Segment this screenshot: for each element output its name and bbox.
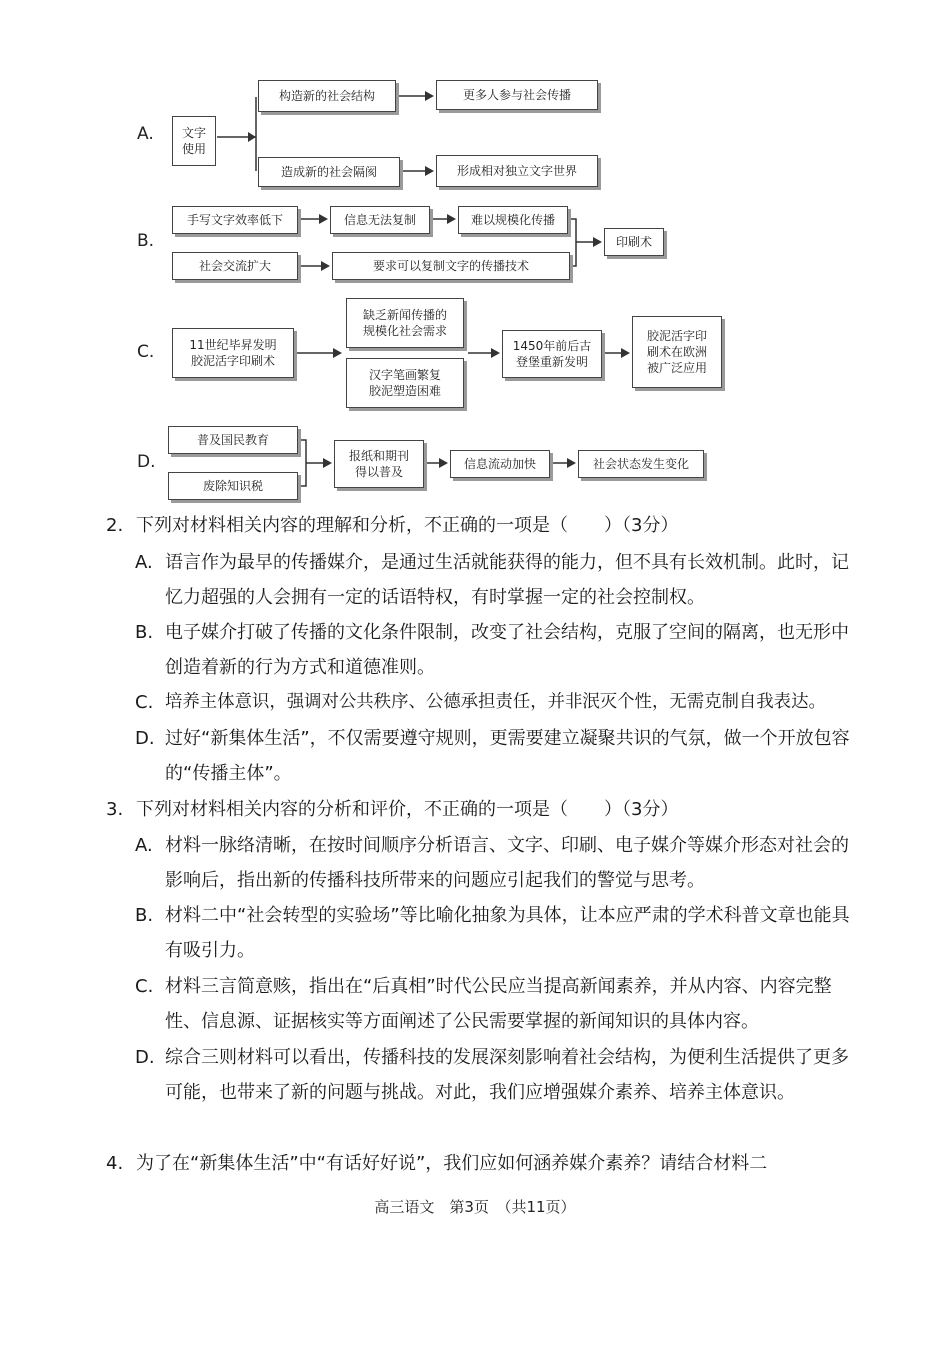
diagram-c-mid-top: 缺乏新闻传播的 规模化社会需求 (346, 298, 464, 348)
q2-option-c[interactable] (135, 685, 855, 720)
diagram-a-top-mid: 构造新的社会结构 (258, 80, 396, 112)
diagram-d-end: 社会状态发生变化 (578, 450, 704, 478)
question-number: 3. (106, 799, 124, 820)
q2-option-b[interactable] (135, 615, 855, 685)
diagram-b-r1-c: 难以规模化传播 (458, 206, 568, 234)
q3-option-b[interactable] (135, 898, 855, 968)
diagram-b-letter[interactable]: B. (137, 231, 155, 251)
diagram-c-start: 11世纪毕昇发明 胶泥活字印刷术 (172, 328, 294, 378)
option-letter: A. (135, 835, 153, 856)
q2-option-d[interactable] (135, 721, 855, 791)
question-stem: 为了在“新集体生活”中“有话好好说”，我们应如何涵养媒介素养？请结合材料二 (136, 1153, 768, 1174)
diagram-d-top: 普及国民教育 (168, 426, 298, 454)
diagram-a-root: 文字 使用 (172, 116, 216, 166)
q3-option-c[interactable] (135, 969, 855, 1039)
diagram-d-mid: 报纸和期刊 得以普及 (334, 440, 424, 488)
diagram-d-next: 信息流动加快 (450, 450, 550, 478)
option-letter: C. (135, 976, 154, 997)
diagram-b-r1-a: 手写文字效率低下 (172, 206, 298, 234)
diagram-c-mid-bottom: 汉字笔画繁复 胶泥塑造困难 (346, 358, 464, 408)
diagram-c-next: 1450年前后古 登堡重新发明 (502, 330, 602, 378)
diagram-c-letter[interactable]: C. (137, 342, 155, 362)
option-text: 语言作为最早的传播媒介，是通过生活就能获得的能力，但不具有长效机制。此时，记忆力超强的人会拥有一定的话语特权，有时掌握一定的社会控制权。 (165, 552, 849, 608)
option-text: 过好“新集体生活”，不仅需要遵守规则，更需要建立凝聚共识的气氛，做一个开放包容的“传播主体”。 (165, 728, 850, 784)
page-footer: 高三语文 第3页 （共11页） (374, 1198, 576, 1216)
diagram-c-end: 胶泥活字印 刷术在欧洲 被广泛应用 (632, 316, 722, 388)
question-stem: 下列对材料相关内容的理解和分析，不正确的一项是（ ）（3分） (136, 515, 679, 536)
option-letter: A. (135, 552, 153, 573)
option-letter: D. (135, 728, 155, 749)
diagram-b-r2-b: 要求可以复制文字的传播技术 (332, 252, 570, 280)
diagram-a-letter[interactable]: A. (137, 124, 154, 144)
option-text: 培养主体意识，强调对公共秩序、公德承担责任，并非泯灭个性，无需克制自我表达。 (165, 692, 826, 712)
option-letter: D. (135, 1047, 155, 1068)
option-text: 材料三言简意赅，指出在“后真相”时代公民应当提高新闻素养，并从内容、内容完整性、信息源、证据核实等方面阐述了公民需要掌握的新闻知识的具体内容。 (165, 976, 832, 1032)
question-stem: 下列对材料相关内容的分析和评价，不正确的一项是（ ）（3分） (136, 799, 679, 820)
diagram-b-r2-a: 社会交流扩大 (172, 252, 298, 280)
option-text: 材料一脉络清晰，在按时间顺序分析语言、文字、印刷、电子媒介等媒介形态对社会的影响后，指出新的传播科技所带来的问题应引起我们的警觉与思考。 (165, 835, 849, 891)
option-text: 电子媒介打破了传播的文化条件限制，改变了社会结构，克服了空间的隔离，也无形中创造着新的行为方式和道德准则。 (165, 622, 849, 678)
diagram-a-bottom-mid: 造成新的社会隔阂 (258, 157, 400, 187)
option-letter: C. (135, 692, 154, 713)
diagram-a-top-end: 更多人参与社会传播 (436, 80, 598, 110)
diagram-d-letter[interactable]: D. (137, 452, 156, 472)
q3-option-d[interactable] (135, 1040, 855, 1110)
option-text: 材料二中“社会转型的实验场”等比喻化抽象为具体，让本应严肃的学术科普文章也能具有吸引力。 (165, 905, 850, 961)
question-number: 2. (106, 515, 124, 536)
question-number: 4. (106, 1153, 124, 1174)
option-text: 综合三则材料可以看出，传播科技的发展深刻影响着社会结构，为便利生活提供了更多可能，也带来了新的问题与挑战。对此，我们应增强媒介素养、培养主体意识。 (165, 1047, 849, 1103)
diagram-b-end: 印刷术 (604, 228, 664, 256)
option-letter: B. (135, 622, 154, 643)
option-letter: B. (135, 905, 154, 926)
diagram-b-r1-b: 信息无法复制 (330, 206, 430, 234)
q2-option-a[interactable] (135, 545, 855, 615)
diagram-d-bottom: 废除知识税 (168, 472, 298, 500)
diagram-a-bottom-end: 形成相对独立文字世界 (436, 155, 598, 187)
q3-option-a[interactable] (135, 828, 855, 898)
